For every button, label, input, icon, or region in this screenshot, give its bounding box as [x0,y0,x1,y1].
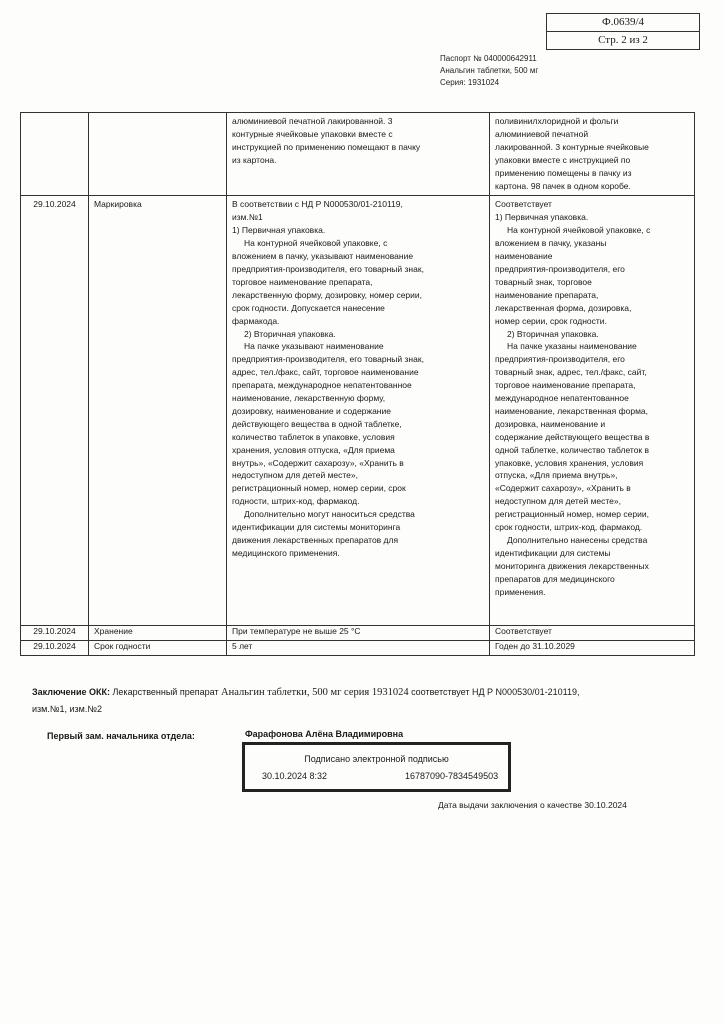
text-line: регистрационный номер, номер серии, [495,509,649,520]
text-line: изм.№1 [232,212,263,223]
text-line: препаратов для медицинского [495,573,615,584]
text-line: содержание действующего вещества в [495,431,650,442]
text-line: контурные ячейковые упаковки вместе с [232,128,393,139]
text-line: товарный знак, адрес, тел./факс, сайт, [495,367,647,378]
passport-number: Паспорт № 040000642911 [440,54,537,63]
text-line: годности, штрих-код, фармакод. [232,496,360,507]
table-row [21,641,695,656]
requirement-cell [227,196,490,626]
text-line: регистрационный номер, номер серии, срок [232,483,406,494]
text-line: лекарственную форму, дозировку, номер серии, [232,289,423,300]
text-line: товарный знак, торговое [495,276,592,287]
text-line: торговое наименование препарата, [232,276,373,287]
result-cell [490,196,695,626]
text-line: одной таблетке, количество таблеток в [495,444,650,455]
text-line: предприятия-производителя, его товарный знак, [232,354,424,365]
page-number: Стр. 2 из 2 [547,31,699,49]
text-line: мониторинга движения лекарственных [495,560,649,571]
table-row [21,196,695,626]
text-line: отпуска, «Для приема внутрь», [495,470,618,481]
text-line: наименование, лекарственную форму, [232,393,386,404]
text-line: международное непатентованное [495,393,629,404]
date-cell: 29.10.2024 [21,196,89,626]
text-line: дозировку, наименование и содержание [232,405,391,416]
text-line: хранения, условия отпуска, «Для приема [232,444,395,455]
electronic-signature-stamp [242,742,511,792]
text-line: картона. 98 пачек в одном коробе. [495,180,631,191]
text-line: Дополнительно нанесены средства [507,535,648,545]
text-line: внутрь», «Содержит сахарозу», «Хранить в [232,457,404,468]
requirement-cell: При температуре не выше 25 °С [227,626,490,641]
text-line: из картона. [232,154,277,165]
stamp-datetime: 30.10.2024 8:32 [262,771,328,781]
issue-date: Дата выдачи заключения о качестве 30.10.2024 [438,800,627,810]
conclusion-line [32,684,579,701]
conclusion-standard: соответствует НД Р N000530/01-210119, [408,687,580,697]
text-line: В соответствии с НД Р N000530/01-210119, [232,199,403,210]
text-line: адрес, тел./факс, сайт, торговое наименование [232,367,419,378]
text-line: наименование, лекарственная форма, [495,405,648,416]
text-line: применения. [495,586,546,597]
date-cell: 29.10.2024 [21,626,89,641]
text-line: количество таблеток в упаковке, условия [232,431,395,442]
product-name: Анальгин таблетки, 500 мг [440,66,539,75]
passport-header [440,53,538,89]
text-line: Дополнительно могут наноситься средства [244,509,415,520]
result-cell: Годен до 31.10.2029 [490,641,695,656]
text-line: срок годности, штрих-код, фармакод. [495,522,643,533]
text-line: наименование препарата, [495,289,599,300]
text-line: недоступном для детей месте», [495,496,621,507]
date-cell: 29.10.2024 [21,641,89,656]
text-line: движения лекарственных препаратов для [232,535,399,545]
table-row [21,626,695,641]
conclusion-amendments: изм.№1, изм.№2 [32,704,103,714]
text-line: инструкцией по применению помещают в пачку [232,141,421,152]
conclusion-product: Анальгин таблетки, 500 мг серия 1931024 [221,687,409,698]
date-cell [21,113,89,196]
text-line: поливинилхлоридной и фольги [495,116,619,126]
text-line: На пачке указывают наименование [244,341,384,352]
result-cell: Соответствует [490,626,695,641]
text-line: 2) Вторичная упаковка. [507,328,599,339]
text-line: упаковке, условия хранения, условия [495,457,644,468]
text-line: препарата, международное непатентованное [232,380,412,391]
text-line: срок годности. Допускается нанесение [232,302,385,313]
text-line: предприятия-производителя, его товарный знак, [232,263,424,274]
requirement-cell: 5 лет [227,641,490,656]
signatory-name: Фарафонова Алёна Владимировна [245,729,404,739]
text-line: упаковки вместе с инструкцией по [495,154,631,165]
conclusion-label: Заключение ОКК: [32,687,111,697]
conclusion [32,684,579,718]
series-number: Серия: 1931024 [440,78,500,87]
result-cell [490,113,695,196]
text-line: фармакода. [232,315,280,326]
text-line: вложением в пачку, указаны [495,238,607,249]
text-line: торговое наименование препарата, [495,380,636,391]
text-line: идентификации для системы мониторинга [232,522,401,533]
text-line: идентификации для системы [495,547,611,558]
text-line: предприятия-производителя, его [495,263,625,274]
text-line: действующего вещества в одной таблетке, [232,418,402,429]
text-line: лакированной. 3 контурные ячейковые [495,141,649,152]
text-line: медицинского применения. [232,547,340,558]
text-line: дозировка, наименование и [495,418,606,429]
requirement-cell [227,113,490,196]
text-line: недоступном для детей месте», [232,470,358,481]
text-line: алюминиевой печатной лакированной. 3 [232,116,393,126]
quality-table [20,112,695,656]
form-code: Ф.0639/4 [602,16,644,28]
text-line: лекарственная форма, дозировка, [495,302,632,313]
text-line: Соответствует [495,199,552,210]
text-line: предприятия-производителя, его [495,354,625,365]
text-line: вложением в пачку, указывают наименование [232,251,414,262]
form-code-box [546,13,700,50]
parameter-cell: Хранение [89,626,227,641]
text-line: наименование [495,251,553,262]
text-line: 1) Первичная упаковка. [232,225,326,236]
stamp-title: Подписано электронной подписью [304,754,449,764]
parameter-cell: Срок годности [89,641,227,656]
table-row [21,113,695,196]
text-line: применению помещены в пачку из [495,167,632,178]
text-line: «Содержит сахарозу», «Хранить в [495,483,631,494]
text-line: алюминиевой печатной [495,128,589,139]
parameter-cell [89,113,227,196]
text-line: На контурной ячейковой упаковке, с [244,238,388,249]
text-line: На контурной ячейковой упаковке, с [507,225,651,236]
stamp-certificate-id: 16787090-7834549503 [405,771,499,781]
text-line: 1) Первичная упаковка. [495,212,589,223]
text-line: номер серии, срок годности. [495,315,607,326]
text-line: 2) Вторичная упаковка. [244,328,336,339]
parameter-cell: Маркировка [89,196,227,626]
signatory-role: Первый зам. начальника отдела: [47,731,195,741]
conclusion-text: Лекарственный препарат [110,687,222,697]
text-line: На пачке указаны наименование [507,341,637,352]
